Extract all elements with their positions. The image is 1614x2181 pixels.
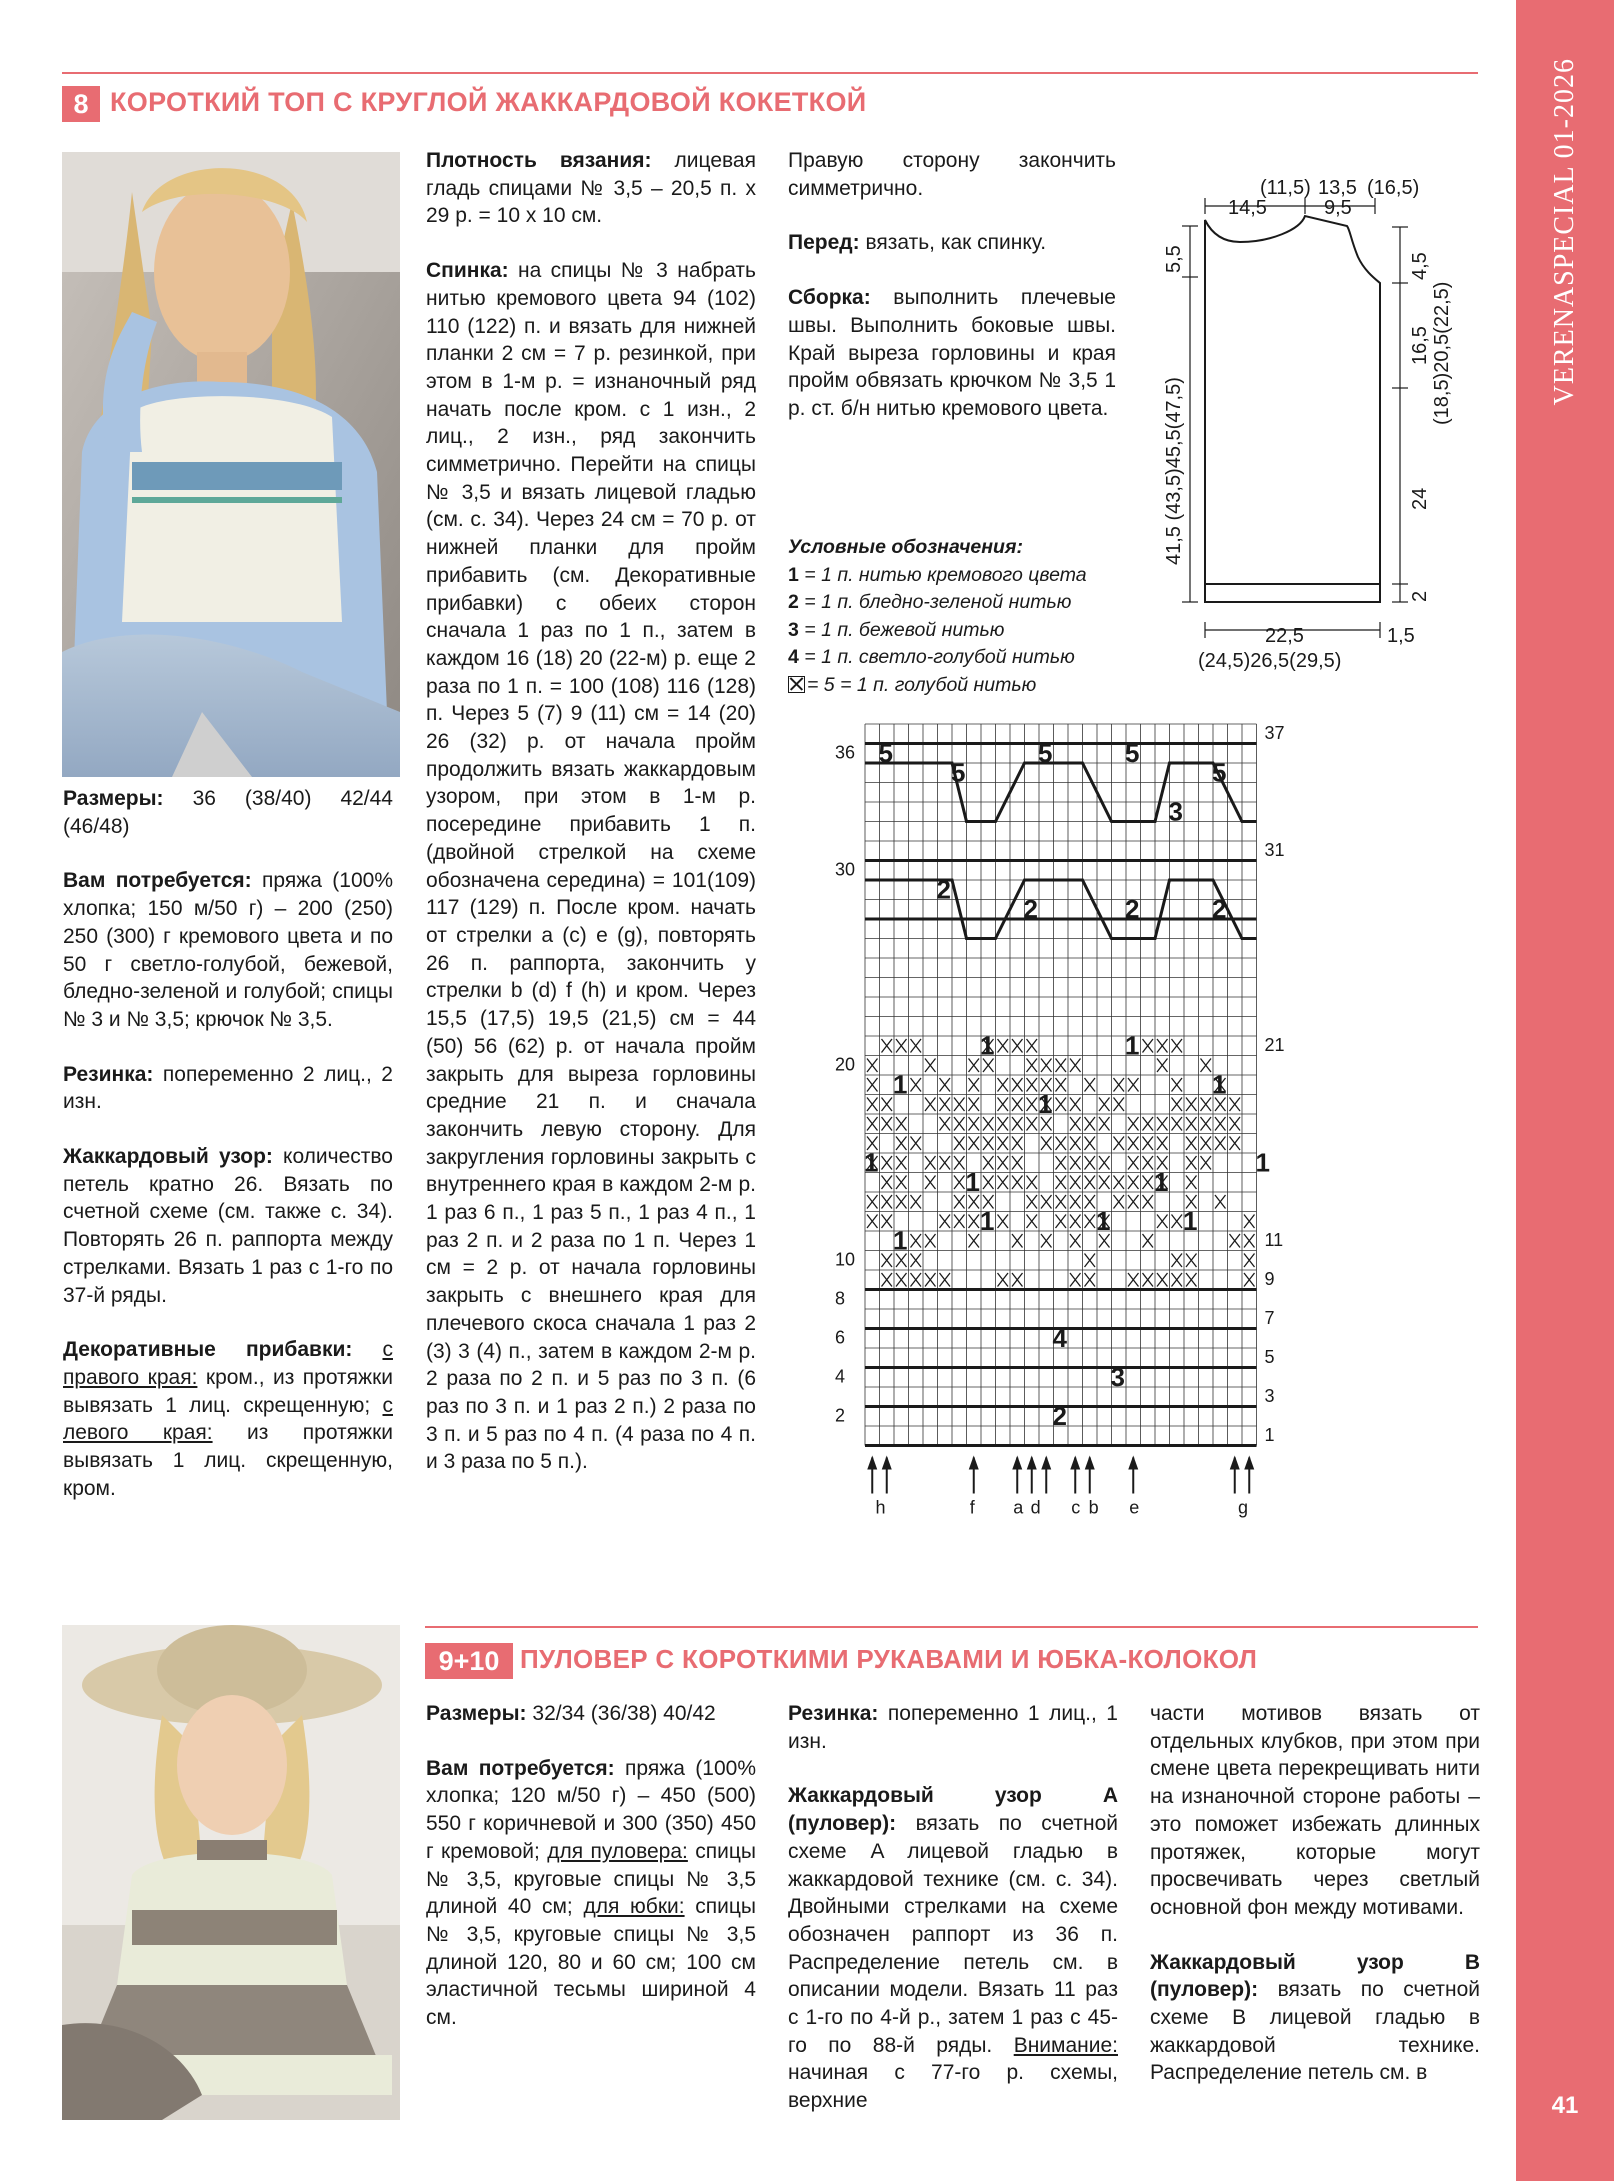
section910-number-badge: 9+10 (425, 1643, 513, 1679)
sizes-label: Размеры: (63, 787, 164, 810)
back-paragraph (426, 257, 756, 1476)
chart-row-number: 10 (835, 1249, 856, 1270)
chart-color-label: 1 (893, 1069, 908, 1100)
jacquard-a-text: вязать по счетной схеме A лицевой гладью в жаккардовой технике (см. с. 34). Двойными стрелками на схеме обозначен раппорт из 36 п. Распределение петель см. в описании модели. Вязать 11 раз с 1-го по 4-й р., затем 1 раз с 45-го по 88-й ряды. (788, 1812, 1118, 2057)
chart-color-label: 1 (1154, 1167, 1169, 1197)
assembly-label: Сборка: (788, 286, 871, 310)
materials-text: пряжа (100% хлопка; 120 м/50 г) – 450 (500) 550 г коричневой и 300 (350) 450 г кремовой; (426, 1756, 756, 1863)
rib-text: попеременно 1 лиц., 1 изн. (788, 1702, 1118, 1753)
jacquard-label: Жаккардовый узор: (63, 1145, 273, 1169)
chart-motif-line (865, 763, 1257, 822)
jacquard-b-text: вязать по счетной схеме B лицевой гладью в жаккардовой технике. Распределение петель см. в (1150, 1978, 1480, 2085)
materials-label: Вам потребуется: (63, 869, 252, 893)
cross-stitch-icon (788, 676, 805, 693)
rib-paragraph (788, 1700, 1118, 1755)
chart-color-label: 1 (893, 1225, 908, 1256)
chart-color-label: 1 (980, 1030, 995, 1061)
chart-arrow-letter: b (1088, 1497, 1099, 1518)
chart-row-number: 1 (1264, 1425, 1275, 1445)
rib-paragraph (63, 1061, 393, 1116)
gauge-paragraph (426, 147, 756, 230)
chart-arrow-letter: f (969, 1497, 975, 1518)
section910-title: ПУЛОВЕР С КОРОТКИМИ РУКАВАМИ И ЮБКА-КОЛОКОЛ (520, 1644, 1258, 1674)
chart-arrow-letter: h (875, 1497, 886, 1518)
chart-color-label: 1 (980, 1206, 995, 1236)
chart-row-number: 5 (1264, 1347, 1275, 1367)
assembly-text: выполнить плечевые швы. Выполнить боковые швы. Край выреза горловины и края пройм обвязать крючком № 3,5 1 р. ст. б/н нитью кремового цвета. (788, 286, 1116, 420)
gauge-text: лицевая гладь спицами № 3,5 – 20,5 п. x 29 р. = 10 x 10 см. (426, 149, 756, 228)
skirt-text: спицы № 3,5, круговые спицы № 3,5 длиной 120, 80 и 60 см; 100 см эластичной тесьмы шириной 4 см. (426, 1895, 757, 2030)
chart-row-number: 3 (1264, 1386, 1275, 1406)
legend-key: 3 (788, 618, 799, 641)
gauge-label: Плотность вязания: (426, 149, 652, 172)
chart-row-number: 30 (835, 859, 856, 880)
chart-arrow-head (1070, 1456, 1080, 1470)
chart-row-number: 9 (1264, 1269, 1275, 1289)
legend-key: 4 (788, 646, 799, 668)
section8-column-3 (788, 147, 1116, 450)
jacquard-a-paragraph (788, 1782, 1118, 2114)
chart-color-label: 2 (1212, 894, 1227, 924)
legend-row (788, 589, 1128, 617)
dim-right-a: 4,5 (1409, 252, 1431, 280)
increases-left-text: из протяжки вывязать 1 лиц. скрещенную, кром. (63, 1421, 393, 1500)
chart-row-number: 2 (835, 1405, 846, 1426)
chart-row-number: 37 (1264, 723, 1285, 743)
section8-top-rule (62, 72, 1478, 74)
legend-row (788, 562, 1128, 590)
magazine-brand: VERENASPECIAL 01-2026 (1549, 58, 1580, 406)
dim-bottom-a: 22,5 (1265, 625, 1304, 647)
sizes-text: 36 (38/40) 42/44 (46/48) (63, 787, 393, 838)
section8-column-1 (63, 785, 393, 1529)
continued-paragraph: части мотивов вязать от отдельных клубков, при этом при смене цвета перекрещивать нити на изнаночной стороне работы – это поможет избежать длинных протяжек, которые могут просвечивать через светлый основной фон между мотивами. (1150, 1702, 1480, 1919)
chart-color-label: 5 (1212, 757, 1227, 788)
front-text: вязать, как спинку. (865, 231, 1047, 255)
section910-column-2 (788, 1700, 1118, 2142)
chart-color-label: 2 (1052, 1401, 1067, 1431)
dim-left-b: 5,5 (1163, 245, 1185, 273)
section910-column-3 (1150, 1700, 1480, 2114)
skirt-label: для юбки: (583, 1895, 685, 1919)
section8-title: КОРОТКИЙ ТОП С КРУГЛОЙ ЖАККАРДОВОЙ КОКЕТКОЙ (110, 87, 867, 117)
chart-color-label: 1 (1038, 1089, 1053, 1119)
dim-right-d: 24 (1409, 487, 1431, 510)
front-label: Перед: (788, 231, 860, 255)
chart-arrow-letter: c (1071, 1497, 1081, 1518)
chart-color-label: 1 (1183, 1206, 1198, 1236)
chart-arrow-head (1230, 1456, 1240, 1470)
page-number: 41 (1551, 2092, 1579, 2119)
jacquard-b-paragraph (1150, 1949, 1480, 2088)
chart-arrow-head (1128, 1456, 1138, 1470)
legend-row (788, 617, 1128, 645)
materials-label: Вам потребуется: (426, 1756, 615, 1780)
section910-top-rule (425, 1626, 1478, 1628)
chart-color-label: 1 (1125, 1030, 1140, 1061)
increases-left-label: с левого края: (63, 1393, 393, 1445)
chart-row-number: 31 (1264, 840, 1285, 860)
chart-color-label: 2 (1023, 894, 1038, 924)
chart-row-number: 36 (835, 742, 856, 763)
section8-column-2 (426, 147, 756, 1503)
chart-color-label: 1 (1212, 1069, 1227, 1100)
increases-label: Декоративные прибавки: (63, 1338, 353, 1362)
rib-text: попеременно 2 лиц., 2 изн. (63, 1062, 393, 1114)
legend-text: = 1 п. бледно-зеленой нитью (804, 591, 1072, 613)
chart-color-label: 1 (1096, 1206, 1111, 1236)
chart-row-number: 11 (1264, 1230, 1284, 1250)
rib-label: Резинка: (63, 1062, 154, 1086)
chart-arrow-head (882, 1456, 892, 1470)
chart-color-label: 3 (1110, 1362, 1125, 1392)
materials-paragraph (63, 867, 393, 1033)
section910-column-1 (426, 1700, 756, 2059)
chart-row-number: 21 (1264, 1035, 1285, 1055)
legend-row (788, 672, 1128, 700)
chart-color-label: 5 (951, 757, 966, 788)
dim-right-c: (18,5)20,5(22,5) (1431, 281, 1453, 425)
sizes-paragraph (63, 785, 393, 840)
chart-color-label: 1 (864, 1147, 879, 1178)
chart-color-label: 1 (1255, 1147, 1270, 1178)
dim-top-c: (16,5) (1367, 177, 1420, 199)
legend-row (788, 644, 1128, 672)
chart-arrow-head (1012, 1456, 1022, 1470)
symbol-legend (788, 534, 1128, 699)
front-paragraph (788, 229, 1116, 257)
section910-model-photo (62, 1625, 400, 2120)
jacquard-chart (820, 712, 1440, 1560)
dim-left-a: 41,5 (43,5)45,5(47,5) (1163, 377, 1185, 565)
chart-arrow-letter: g (1238, 1497, 1249, 1518)
chart-color-label: 5 (1125, 738, 1140, 768)
section8-number-badge: 8 (62, 86, 100, 122)
sizes-paragraph (426, 1700, 756, 1728)
materials-paragraph (426, 1755, 756, 2032)
legend-text: = 5 = 1 п. голубой нитью (807, 673, 1037, 696)
sweater-text: спицы № 3,5, круговые спицы № 3,5 длиной 40 см; (426, 1839, 756, 1919)
chart-row-number: 7 (1264, 1308, 1275, 1328)
legend-key: 1 (788, 563, 799, 586)
chart-color-label: 2 (1125, 894, 1140, 924)
attention-label: Внимание: (1013, 2033, 1118, 2057)
dim-top-b: 13,5 (1318, 177, 1357, 199)
legend-title: Условные обозначения: (788, 536, 1023, 558)
chart-color-label: 4 (1052, 1323, 1067, 1353)
increases-right-text: кром., из протяжки вывязать 1 лиц. скрещенную; (63, 1365, 394, 1417)
increases-paragraph (63, 1336, 393, 1502)
chart-arrow-letter: a (1013, 1497, 1024, 1518)
chart-arrow-head (1041, 1456, 1051, 1470)
chart-row-number: 4 (835, 1366, 846, 1387)
right-side-paragraph: Правую сторону закончить симметрично. (788, 149, 1116, 200)
dim-right-e: 2 (1409, 590, 1431, 602)
rib-label: Резинка: (788, 1702, 879, 1725)
dim-top-a: (11,5) (1260, 177, 1311, 199)
legend-text: = 1 п. нитью кремового цвета (804, 563, 1087, 586)
chart-motif-line (865, 880, 1257, 939)
chart-color-label: 3 (1168, 796, 1183, 827)
dim-top2-a: 14,5 (1228, 197, 1267, 219)
sizes-label: Размеры: (426, 1702, 527, 1725)
attention-text: начиная с 77-го р. схемы, верхние (788, 2061, 1118, 2113)
chart-arrow-letter: e (1129, 1497, 1140, 1518)
assembly-paragraph (788, 284, 1116, 423)
jacquard-paragraph (63, 1143, 393, 1309)
sweater-label: для пуловера: (547, 1839, 688, 1863)
legend-text: = 1 п. бежевой нитью (804, 618, 1005, 641)
chart-arrow-head (1085, 1456, 1095, 1470)
garment-schematic (1150, 170, 1480, 675)
back-label: Спинка: (426, 259, 509, 283)
materials-text: пряжа (100% хлопка; 150 м/50 г) – 200 (250) 250 (300) г кремового цвета и по 50 г светло-голубой, бежевой, бледно-зеленой и голубой; спицы № 3 и № 3,5; крючок № 3,5. (63, 869, 393, 1031)
chart-row-number: 6 (835, 1327, 846, 1348)
back-text: на спицы № 3 набрать нитью кремового цвета 94 (102) 110 (122) п. и вязать для нижней планки 2 см = 7 р. резинкой, при этом в 1-м р. = изнаночный ряд начать после кром. с 1 изн., 2 лиц., 2 изн., ряд закончить симметрично. Перейти на спицы № 3,5 и вязать лицевой гладью (см. с. 34). Через 24 см = 70 р. от нижней планки для пройм прибавить (см. Декоративные прибавки) с обеих сторон сначала 1 раз по 1 п., затем в каждом 16 (18) 20 (22-м) р. еще 2 раза по 1 п. = 100 (108) 116 (128) п. Через 5 (7) 9 (11) см = 14 (20) 26 (32) р. от начала пройм продолжить вязать жаккардовым узором, при этом в 1-м р. посередине прибавить 1 п. (двойной стрелкой на схеме обозначена середина) = 101(109) 117 (129) п. После кром. начать от стрелки a (c) e (g), повторять 26 п. раппорта, закончить у стрелки b (d) f (h) и кром. Через 15,5 (17,5) 19,5 (21,5) см = 44 (50) 56 (62) р. от начала пройм закрыть для выреза горловины средние 21 п. и сначала закончить левую сторону. Для закругления горловины закрыть с внутреннего края в каждом 2-м р. 1 раз 6 п., 1 раз 5 п., 1 раз 4 п., 1 раз 2 п. и 2 раза по 1 п. Через 1 см = 2 р. от начала горловины закрыть с внешнего края для плечевого скоса сначала 1 раз 2 (3) 3 (4) п., затем в каждом 2-м р. 2 раза по 2 п. и 5 раз по 3 п. (6 раз по 3 п. и 1 раз 2 п.) 2 раза по 3 п. и 5 раз по 4 п. (4 раза по 4 п. и 3 раза по 5 п.). (426, 259, 756, 1474)
dim-bottom-b: (24,5)26,5(29,5) (1198, 650, 1342, 672)
chart-arrow-head (969, 1456, 979, 1470)
chart-color-label: 5 (878, 738, 893, 768)
chart-row-number: 20 (835, 1054, 856, 1075)
section8-model-photo (62, 152, 400, 777)
chart-arrow-head (867, 1456, 877, 1470)
dim-bottom-c: 1,5 (1387, 625, 1415, 647)
chart-color-label: 2 (936, 874, 951, 905)
chart-arrow-head (1244, 1456, 1254, 1470)
page-sidebar (1516, 0, 1614, 2181)
chart-color-label: 5 (1038, 738, 1053, 768)
chart-color-label: 1 (965, 1167, 980, 1197)
chart-arrow-head (1027, 1456, 1037, 1470)
sizes-text: 32/34 (36/38) 40/42 (532, 1702, 716, 1725)
chart-arrow-letter: d (1030, 1497, 1041, 1518)
jacquard-text: количество петель кратно 26. Вязать по счетной схеме (см. также с. 34). Повторять 26 п. раппорта между стрелками. Вязать 1 раз с 1-го по 37-й ряды. (63, 1145, 393, 1307)
jacquard-b-label: Жаккардовый узор B (пуловер): (1150, 1950, 1480, 2002)
increases-right-label: с правого края: (63, 1338, 393, 1389)
chart-row-number: 8 (835, 1288, 846, 1309)
legend-key: 2 (788, 591, 799, 613)
dim-right-b: 16,5 (1409, 326, 1431, 365)
dim-top2-b: 9,5 (1324, 197, 1352, 219)
legend-text: = 1 п. светло-голубой нитью (804, 646, 1075, 668)
jacquard-a-label: Жаккардовый узор A (пуловер): (788, 1784, 1118, 1836)
